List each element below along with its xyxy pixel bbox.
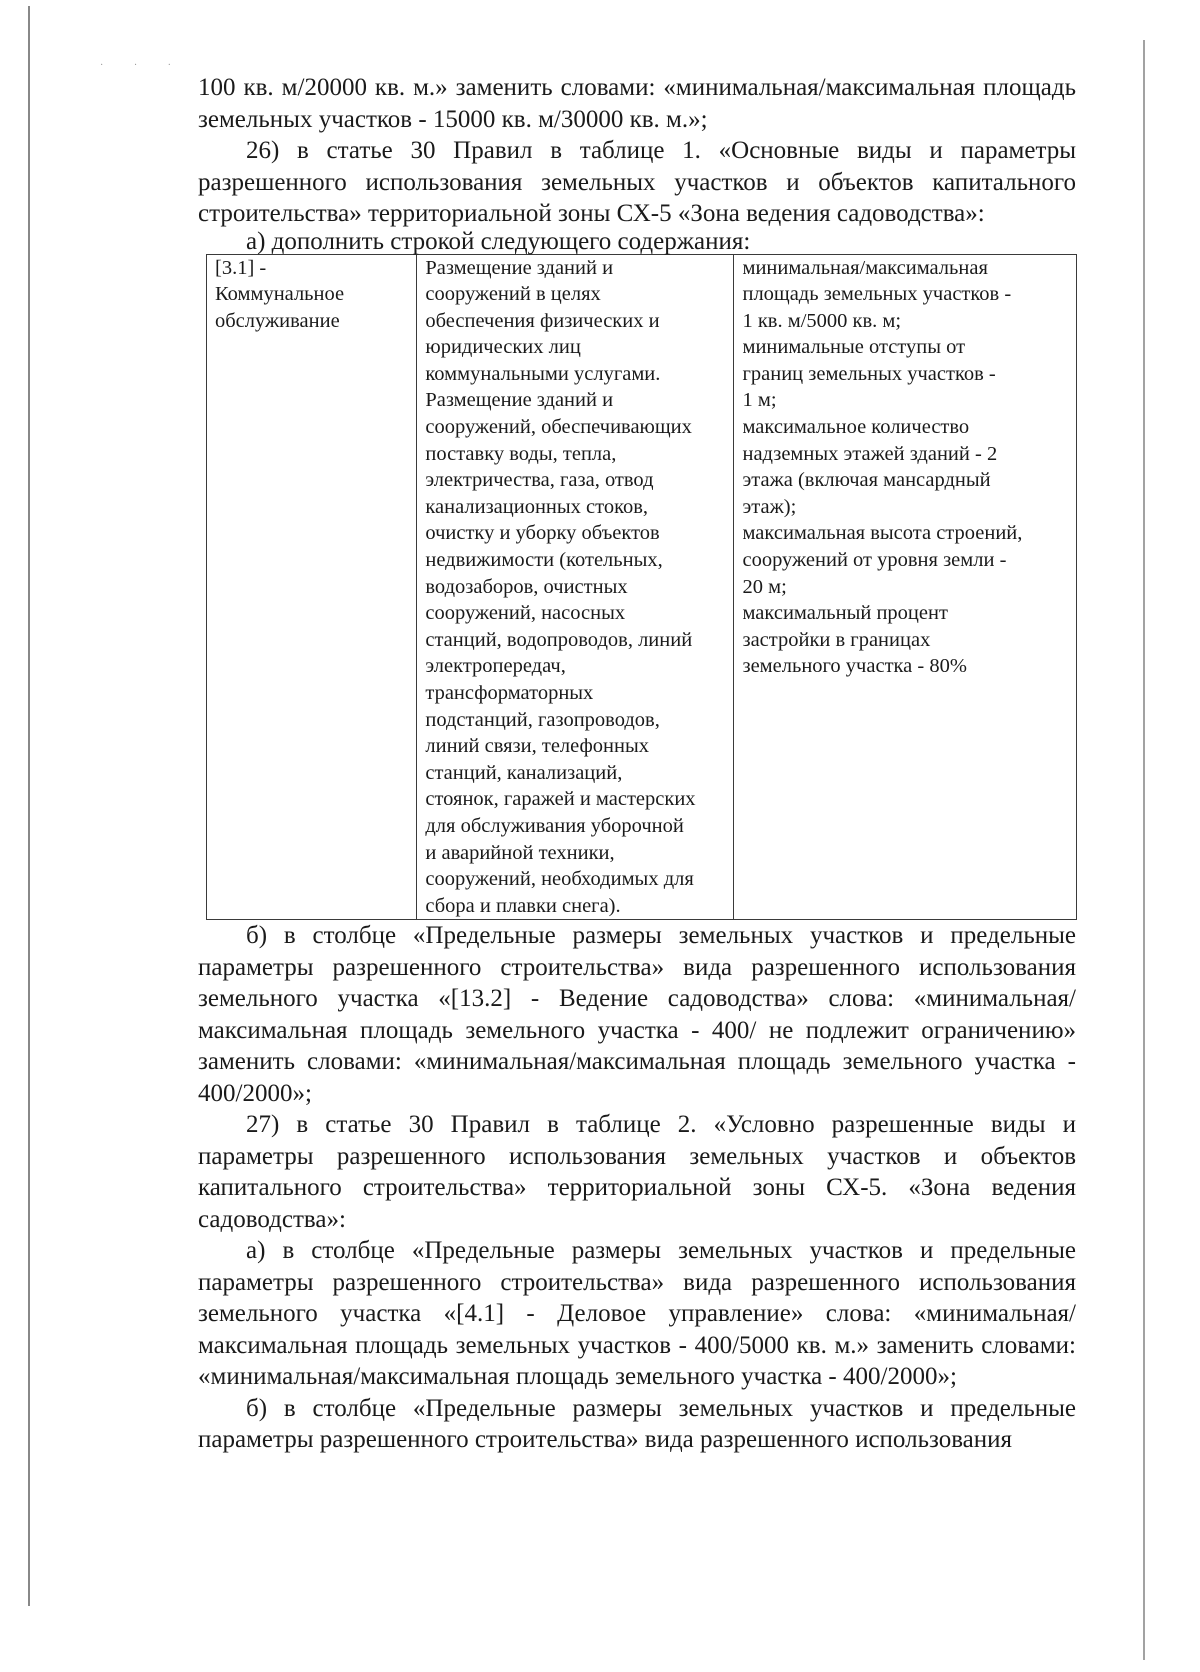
paragraph-item-27: 27) в статье 30 Правил в таблице 2. «Условно разрешенные виды и параметры разрешенного использования земельных участков и объектов капитального строительства» территориальной зоны СХ-5. «Зона ведения садоводства»: [198,1111,1076,1233]
paragraph-item-26b: б) в столбце «Предельные размеры земельных участков и предельные параметры разрешенного строительства» вида разрешенного использования земельного участка «[13.2] - Ведение садоводства» слова: «минимальная/максимальная площадь земельного участка - 400/ не подлежит ограничению» заменить словами: «минимальная/максимальная площадь земельного участка - 400/2000»; [198,922,1076,1107]
paragraph-item-27a: а) в столбце «Предельные размеры земельных участков и предельные параметры разрешенного строительства» вида разрешенного использования земельного участка «[4.1] - Деловое управление» слова: «минимальная/максимальная площадь земельных участков - 400/5000 кв. м.» заменить словами: «минимальная/максимальная площадь земельного участка - 400/2000»; [198,1237,1076,1391]
table-intro-line: а) дополнить строкой следующего содержания: [246,227,751,255]
scan-left-edge-line [28,6,30,1606]
scan-right-edge-line [1143,40,1145,1660]
paragraph-item-27b: б) в столбце «Предельные размеры земельных участков и предельные параметры разрешенного строительства» вида разрешенного использования [198,1394,1076,1454]
cell-description-text: Размещение зданий и сооружений в целях обеспечения физических и юридических лиц коммунальными услугами. Размещение зданий и сооружений, обеспечивающих поставку воды, тепла, электричества, газа, отвод канализационных стоков, очистку и уборку объектов недвижимости (котельных, водозаборов, очистных сооружений, насосных станций, водопроводов, линий электропередач, трансформаторных подстанций, газопроводов, линий связи, телефонных станций, канализаций, стоянок, гаражей и мастерских для обслуживания уборочной и аварийной техники, сооружений, необходимых для сбора и плавки снега). [425,256,696,917]
inserted-row-table [206,254,1077,921]
scan-specks: · · · [100,60,185,71]
cell-use-type-text: [3.1] - Коммунальное обслуживание [215,256,345,332]
table-cell-parameters [734,254,1077,920]
paragraph-continuation: 100 кв. м/20000 кв. м.» заменить словами: «минимальная/максимальная площадь земельных участков - 15000 кв. м/30000 кв. м.»; [198,74,1076,133]
document-page [198,72,1076,1456]
paragraph-item-26: 26) в статье 30 Правил в таблице 1. «Основные виды и параметры разрешенного использования земельных участков и объектов капитального строительства» территориальной зоны СХ-5 «Зона ведения садоводства»: [198,137,1076,227]
cell-parameters-text: минимальная/максимальная площадь земельных участков - 1 кв. м/5000 кв. м; минимальные отступы от границ земельных участков - 1 м; максимальное количество надземных этажей зданий - 2 этажа (включая мансардный этаж); максимальная высота строений, сооружений от уровня земли - 20 м; максимальный процент застройки в границах земельного участка - 80% [742,256,1023,678]
table-cell-use-type [207,254,417,920]
table-row [207,254,1077,920]
table-cell-description [417,254,734,920]
